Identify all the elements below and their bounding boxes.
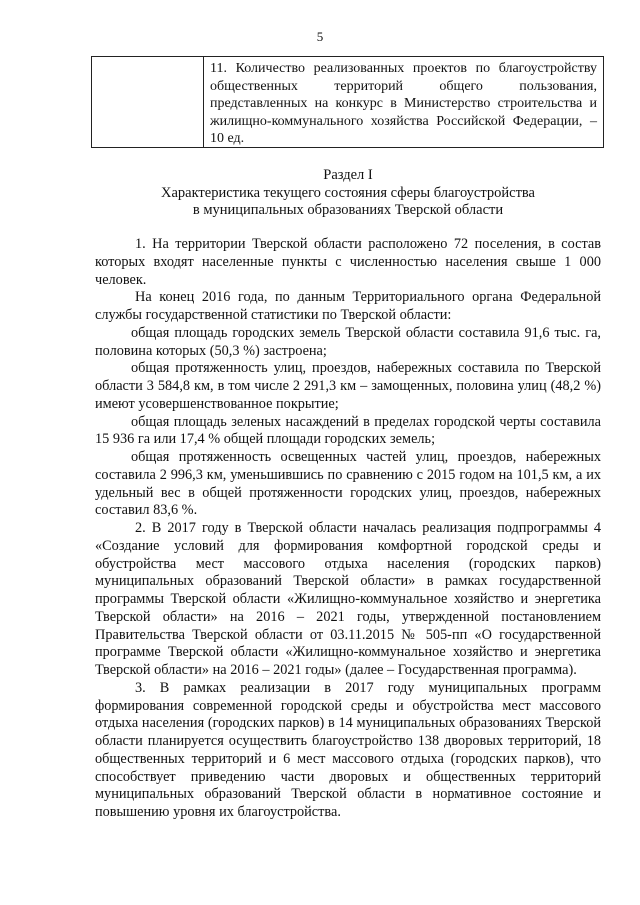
paragraph-municipal-programs: 3. В рамках реализации в 2017 году муниципальных программ формирования современной городской среды и обустройства мест массового отдыха населения (городских парков) в 14 муниципальных образованиях Тверской области планируется осуществить благоустройство 138 дворовых территорий, 18 общественных территорий и 6 мест массового отдыха (городских парков), что способствует приведению части дворовых и общественных территорий муниципальных образований Тверской области в нормативное состояние и повышению уровня их благоустройства.: [95, 679, 601, 820]
body-text: [95, 236, 601, 822]
table-cell-empty: [92, 57, 204, 147]
paragraph-green-area: общая площадь зеленых насаждений в пределах городской черты составила 15 936 га или 17,4 % общей площади городских земель;: [95, 413, 601, 448]
section-subtitle-line2: в муниципальных образованиях Тверской области: [192, 202, 504, 218]
paragraph-lighting: общая протяженность освещенных частей улиц, проездов, набережных составила 2 996,3 км, уменьшившись по сравнению с 2015 годом на 101,5 км, а их удельный вес в общей протяженности городских улиц, проездов, набережных составил 83,6 %.: [95, 449, 601, 519]
paragraph-subprogram: 2. В 2017 году в Тверской области началась реализация подпрограммы 4 «Создание условий для формирования комфортной городской среды и обустройства мест массового отдыха населения (городских парков) муниципальных образований Тверской области» в рамках государственной программы Тверской области «Жилищно-коммунальное хозяйство и энергетика Тверской области» на 2016 – 2021 годы, утвержденной постановлением Правительства Тверской области от 03.11.2015 № 505-пп «О государственной программе Тверской области «Жилищно-коммунальное хозяйство и энергетика Тверской области» на 2016 – 2021 годы» (далее – Государственная программа).: [95, 520, 601, 678]
section-subtitle-line1: Характеристика текущего состояния сферы благоустройства: [160, 185, 535, 201]
continuation-table: [91, 56, 604, 148]
paragraph-statistics-intro: На конец 2016 года, по данным Территориального органа Федеральной службы государственной статистики по Тверской области:: [95, 289, 601, 323]
table-cell-indicator: 11. Количество реализованных проектов по благоустройству общественных территорий общего пользования, представленных на конкурс в Министерство строительства и жилищно-коммунального хозяйства Российской Федерации, – 10 ед.: [210, 61, 597, 147]
paragraph-street-length: общая протяженность улиц, проездов, набережных составила по Тверской области 3 584,8 км, в том числе 2 291,3 км – замощенных, половина улиц (48,2 %) имеют усовершенствованное покрытие;: [95, 360, 601, 412]
section-title: Раздел I: [323, 167, 373, 183]
page-number: 5: [316, 29, 324, 44]
paragraph-land-area: общая площадь городских земель Тверской области составила 91,6 тыс. га, половина которых (50,3 %) застроена;: [95, 324, 601, 359]
paragraph-settlements: 1. На территории Тверской области расположено 72 поселения, в состав которых входят населенные пункты с численностью населения свыше 1 000 человек.: [95, 236, 601, 288]
